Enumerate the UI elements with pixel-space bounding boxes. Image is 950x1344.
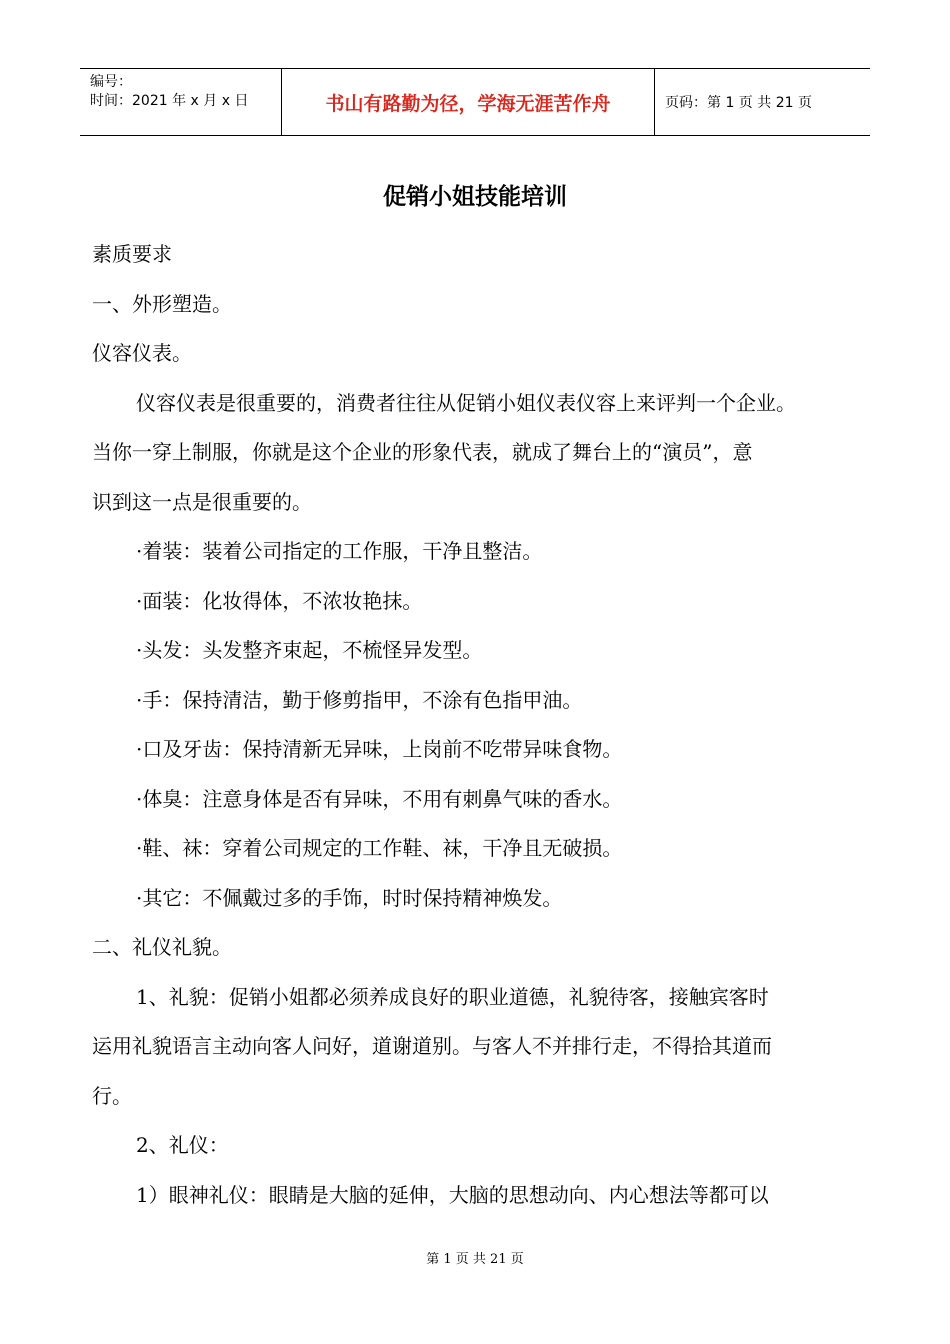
paragraph-line: 2、礼仪： [136, 1133, 229, 1157]
paragraph-line: 当你一穿上制服，你就是这个企业的形象代表，就成了舞台上的“演员”，意 [92, 440, 753, 464]
paragraph-line: 仪容仪表是很重要的，消费者往往从促销小姐仪表仪容上来评判一个企业。 [136, 390, 796, 415]
paragraph-line: 1）眼神礼仪：眼睛是大脑的延伸，大脑的思想动向、内心想法等都可以 [136, 1182, 769, 1207]
section-heading: 一、外形塑造。 [92, 291, 232, 316]
paragraph-line: 识到这一点是很重要的。 [92, 489, 312, 514]
time-label: 时间：2021 年 x 月 x 日 [90, 93, 249, 109]
list-item: ·其它：不佩戴过多的手饰，时时保持精神焕发。 [136, 885, 563, 910]
header-motto: 书山有路勤为径，学海无涯苦作舟 [282, 69, 655, 135]
paragraph-line: 运用礼貌语言主动向客人问好，道谢道别。与客人不并排行走，不得拾其道而 [92, 1034, 772, 1058]
list-item: ·面装：化妆得体，不浓妆艳抹。 [136, 588, 423, 613]
list-item: ·体臭：注意身体是否有异味，不用有刺鼻气味的香水。 [136, 786, 623, 811]
number-label: 编号： [90, 74, 132, 90]
paragraph-line: 行。 [92, 1083, 132, 1108]
subsection-heading: 仪容仪表。 [92, 341, 192, 365]
section-heading: 二、礼仪礼貌。 [92, 935, 232, 959]
list-item: ·鞋、袜：穿着公司规定的工作鞋、袜，干净且无破损。 [136, 836, 623, 860]
section-heading: 素质要求 [92, 242, 172, 266]
header-page-info: 页码：第 1 页 共 21 页 [665, 95, 812, 111]
paragraph-line: 1、礼貌：促销小姐都必须养成良好的职业道德，礼貌待客，接触宾客时 [136, 984, 769, 1009]
page-footer: 第 1 页 共 21 页 [426, 1252, 524, 1267]
header-meta [80, 69, 282, 135]
list-item: ·手：保持清洁，勤于修剪指甲，不涂有色指甲油。 [136, 687, 583, 712]
list-item: ·口及牙齿：保持清新无异味，上岗前不吃带异味食物。 [136, 737, 623, 761]
document-body [92, 230, 882, 1220]
list-item: ·着装：装着公司指定的工作服，干净且整洁。 [136, 539, 543, 563]
document-title: 促销小姐技能培训 [383, 184, 567, 210]
page-header [80, 68, 870, 136]
list-item: ·头发：头发整齐束起，不梳怪异发型。 [136, 638, 483, 662]
